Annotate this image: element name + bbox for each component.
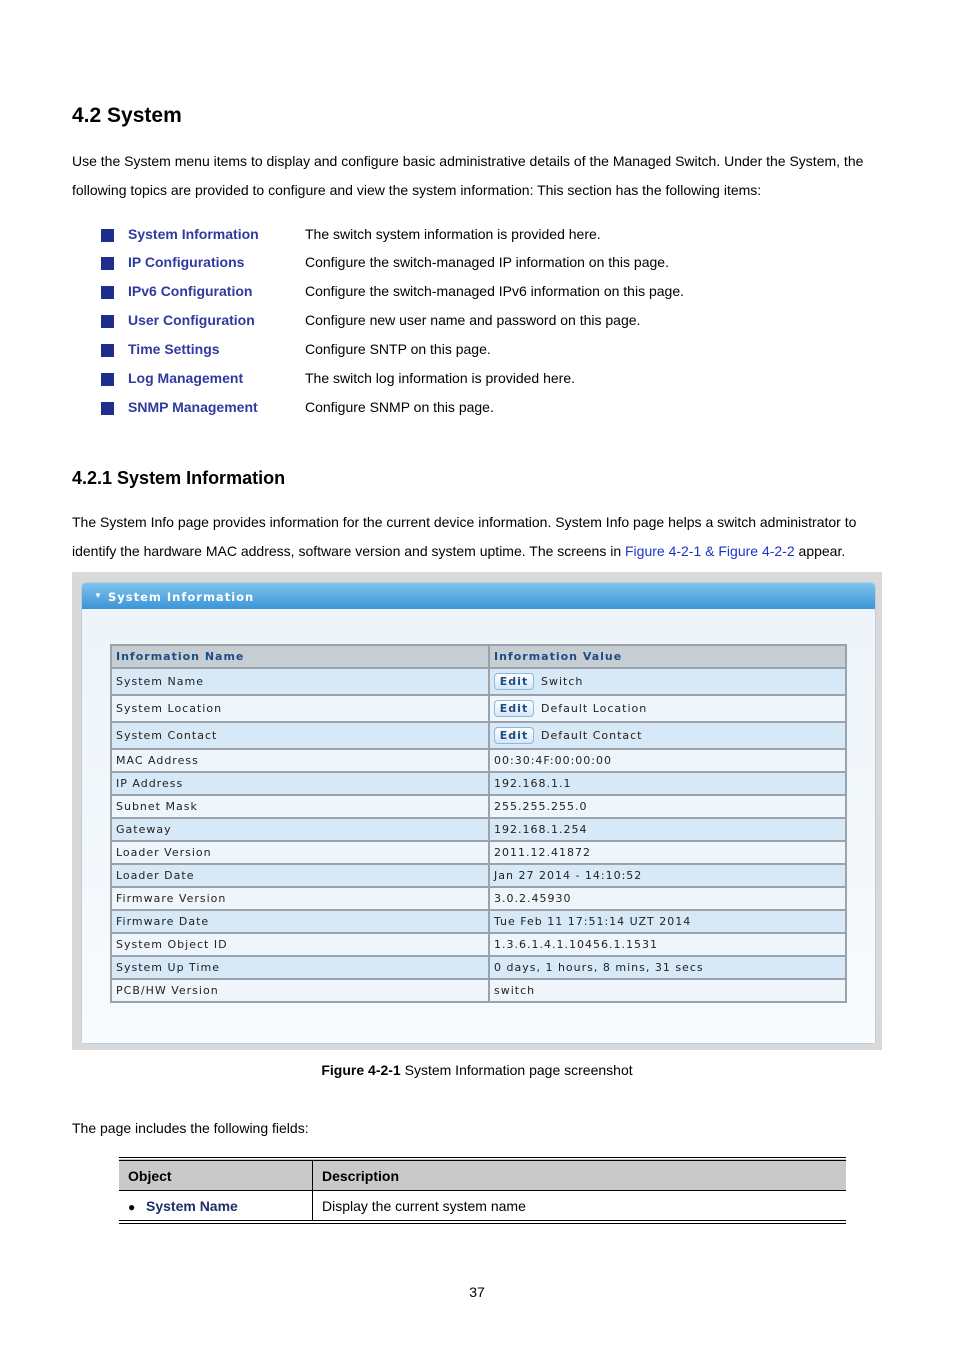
topic-description: Configure SNMP on this page.: [305, 399, 494, 415]
info-value: 00:30:4F:00:00:00: [489, 749, 846, 772]
topic-description: The switch system information is provided here.: [305, 226, 601, 242]
info-name: Gateway: [111, 818, 489, 841]
table-row: [111, 772, 846, 795]
table-header-row: [111, 645, 846, 668]
sub-intro-text: The System Info page provides information for the current device information. System Info page helps a switch administrator to identify the hardware MAC address, software version and system uptime. The screens in: [72, 514, 857, 559]
table-row: [111, 749, 846, 772]
topic-link[interactable]: Log Management: [128, 370, 244, 386]
info-value: 192.168.1.254: [489, 818, 846, 841]
info-value: 2011.12.41872: [489, 841, 846, 864]
info-value-cell: [489, 722, 846, 749]
table-row: [111, 910, 846, 933]
system-information-panel: [81, 582, 876, 1044]
column-header-description: Description: [313, 1159, 847, 1191]
info-name: PCB/HW Version: [111, 979, 489, 1002]
table-row: [111, 722, 846, 749]
info-value: Switch: [541, 675, 584, 688]
system-info-table: [110, 644, 847, 1003]
info-name: System Object ID: [111, 933, 489, 956]
fields-intro: The page includes the following fields:: [72, 1120, 309, 1136]
figure-reference-link[interactable]: Figure 4-2-1 & Figure 4-2-2: [625, 542, 795, 559]
info-value-cell: [489, 695, 846, 722]
bullet-square-icon: [101, 229, 114, 242]
panel-body: [82, 609, 875, 1043]
bullet-square-icon: [101, 257, 114, 270]
topic-description: The switch log information is provided here.: [305, 370, 576, 386]
info-value: 1.3.6.1.4.1.10456.1.1531: [489, 933, 846, 956]
bullet-square-icon: [101, 344, 114, 357]
figure-caption: [0, 1062, 954, 1078]
topic-link[interactable]: Time Settings: [128, 341, 220, 357]
column-header-object: Object: [119, 1159, 313, 1191]
table-row: [111, 695, 846, 722]
info-value: Default Location: [541, 702, 648, 715]
edit-button[interactable]: Edit: [494, 673, 534, 690]
topic-link[interactable]: System Information: [128, 226, 259, 242]
info-value: 3.0.2.45930: [489, 887, 846, 910]
field-object-cell: [119, 1191, 313, 1223]
table-row: [111, 956, 846, 979]
info-name: System Location: [111, 695, 489, 722]
column-header-name: Information Name: [111, 645, 489, 668]
fields-header-row: [119, 1159, 846, 1191]
topic-description: Configure new user name and password on this page.: [305, 312, 641, 328]
bullet-square-icon: [101, 286, 114, 299]
page-number: 37: [469, 1284, 485, 1300]
topic-link[interactable]: IPv6 Configuration: [128, 283, 253, 299]
info-name: System Up Time: [111, 956, 489, 979]
topic-link[interactable]: IP Configurations: [128, 254, 245, 270]
info-name: Subnet Mask: [111, 795, 489, 818]
info-name: IP Address: [111, 772, 489, 795]
info-name: MAC Address: [111, 749, 489, 772]
system-information-screenshot: [72, 572, 882, 1050]
panel-title: System Information: [108, 590, 255, 604]
intro-paragraph: Use the System menu items to display and configure basic administrative details of the Managed Switch. Under the System, the following topics are provided to configure and view the system information: This section has the following items:: [72, 153, 864, 198]
info-name: Loader Version: [111, 841, 489, 864]
table-row: [111, 887, 846, 910]
info-name: Firmware Date: [111, 910, 489, 933]
table-row: [111, 795, 846, 818]
collapse-arrow-icon[interactable]: ▼: [94, 591, 102, 600]
topic-description: Configure the switch-managed IP information on this page.: [305, 254, 669, 270]
bullet-square-icon: [101, 315, 114, 328]
table-row: [111, 841, 846, 864]
field-description: Display the current system name: [313, 1191, 847, 1223]
info-name: System Contact: [111, 722, 489, 749]
info-value: Jan 27 2014 - 14:10:52: [489, 864, 846, 887]
info-value: 192.168.1.1: [489, 772, 846, 795]
topic-link[interactable]: SNMP Management: [128, 399, 258, 415]
panel-header[interactable]: [82, 583, 875, 609]
info-value-cell: [489, 668, 846, 695]
caption-label: Figure 4-2-1: [321, 1062, 401, 1078]
column-header-value: Information Value: [489, 645, 846, 668]
table-row: [111, 979, 846, 1002]
edit-button[interactable]: Edit: [494, 727, 534, 744]
info-value: 255.255.255.0: [489, 795, 846, 818]
bullet-square-icon: [101, 373, 114, 386]
topic-link[interactable]: User Configuration: [128, 312, 255, 328]
info-value: Default Contact: [541, 729, 643, 742]
subsection-title: 4.2.1 System Information: [72, 468, 286, 488]
sub-intro-text-end: appear.: [794, 542, 846, 559]
edit-button[interactable]: Edit: [494, 700, 534, 717]
topic-description: Configure SNTP on this page.: [305, 341, 491, 357]
info-name: Firmware Version: [111, 887, 489, 910]
info-value: 0 days, 1 hours, 8 mins, 31 secs: [489, 956, 846, 979]
sub-intro-paragraph: [72, 508, 884, 565]
caption-text: System Information page screenshot: [400, 1062, 633, 1078]
section-title: 4.2 System: [72, 104, 182, 127]
bullet-square-icon: [101, 402, 114, 415]
field-object: System Name: [146, 1197, 238, 1214]
topic-description: Configure the switch-managed IPv6 information on this page.: [305, 283, 684, 299]
table-row: [111, 818, 846, 841]
table-row: [111, 933, 846, 956]
bullet-dot-icon: ●: [128, 1199, 136, 1214]
info-name: System Name: [111, 668, 489, 695]
info-value: switch: [489, 979, 846, 1002]
fields-table: [119, 1157, 846, 1224]
table-row: [111, 668, 846, 695]
info-value: Tue Feb 11 17:51:14 UZT 2014: [489, 910, 846, 933]
table-row: [111, 864, 846, 887]
fields-row: [119, 1191, 846, 1223]
info-name: Loader Date: [111, 864, 489, 887]
